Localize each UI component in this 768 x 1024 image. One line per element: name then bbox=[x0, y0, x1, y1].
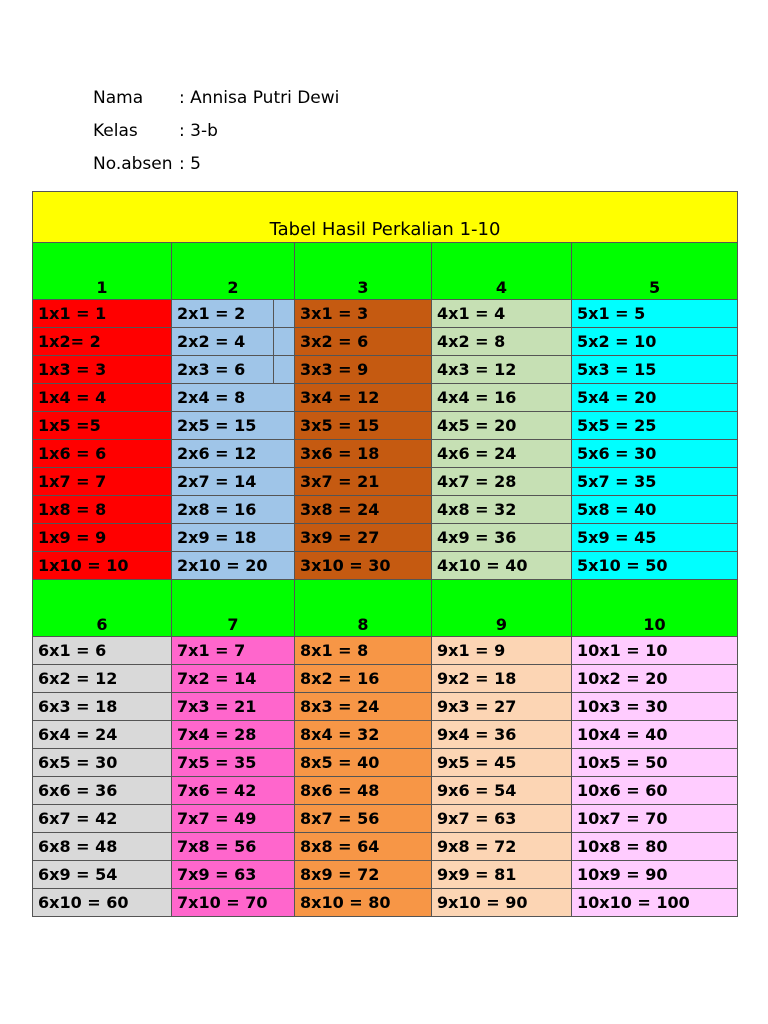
product-text: 4x7 = 28 bbox=[437, 472, 517, 491]
product-cell bbox=[295, 861, 432, 889]
product-text: 6x4 = 24 bbox=[38, 725, 118, 744]
product-cell bbox=[432, 777, 572, 805]
product-text: 10x1 = 10 bbox=[577, 641, 668, 660]
product-cell bbox=[432, 805, 572, 833]
product-cell bbox=[33, 412, 172, 440]
product-cell bbox=[572, 693, 738, 721]
product-cell bbox=[295, 805, 432, 833]
column-header-3: 3 bbox=[295, 243, 432, 300]
header-row bbox=[33, 580, 738, 637]
product-text: 10x5 = 50 bbox=[577, 753, 668, 772]
table-row bbox=[33, 552, 738, 580]
column-header-7: 7 bbox=[172, 580, 295, 637]
product-cell bbox=[295, 637, 432, 665]
product-text: 7x4 = 28 bbox=[177, 725, 257, 744]
product-text: 4x10 = 40 bbox=[437, 556, 528, 575]
product-cell bbox=[572, 440, 738, 468]
product-text: 3x9 = 27 bbox=[300, 528, 380, 547]
table-row bbox=[33, 693, 738, 721]
table-row bbox=[33, 637, 738, 665]
product-cell bbox=[572, 552, 738, 580]
product-cell bbox=[33, 552, 172, 580]
product-text: 2x3 = 6 bbox=[177, 360, 246, 379]
table-row bbox=[33, 356, 738, 384]
product-cell bbox=[432, 328, 572, 356]
product-text: 8x1 = 8 bbox=[300, 641, 369, 660]
product-text: 5x1 = 5 bbox=[577, 304, 646, 323]
product-cell bbox=[33, 693, 172, 721]
product-text: 10x6 = 60 bbox=[577, 781, 668, 800]
product-text: 1x3 = 3 bbox=[38, 360, 107, 379]
table-row bbox=[33, 300, 738, 328]
column-header-9: 9 bbox=[432, 580, 572, 637]
product-text: 10x2 = 20 bbox=[577, 669, 668, 688]
product-cell bbox=[432, 384, 572, 412]
table-row bbox=[33, 833, 738, 861]
product-cell bbox=[33, 328, 172, 356]
product-cell bbox=[295, 665, 432, 693]
product-text: 8x9 = 72 bbox=[300, 865, 380, 884]
product-text: 6x10 = 60 bbox=[38, 893, 129, 912]
product-cell bbox=[295, 777, 432, 805]
product-text: 2x5 = 15 bbox=[177, 416, 257, 435]
table-row bbox=[33, 805, 738, 833]
product-text: 3x7 = 21 bbox=[300, 472, 380, 491]
product-cell bbox=[432, 693, 572, 721]
product-text: 9x7 = 63 bbox=[437, 809, 517, 828]
multiplication-table bbox=[32, 191, 738, 917]
product-text: 6x5 = 30 bbox=[38, 753, 118, 772]
table-row bbox=[33, 468, 738, 496]
product-text: 7x7 = 49 bbox=[177, 809, 257, 828]
product-text: 10x3 = 30 bbox=[577, 697, 668, 716]
product-text: 3x1 = 3 bbox=[300, 304, 369, 323]
product-cell bbox=[295, 552, 432, 580]
product-cell bbox=[432, 440, 572, 468]
product-text: 2x2 = 4 bbox=[177, 332, 246, 351]
table-row bbox=[33, 777, 738, 805]
product-cell bbox=[572, 861, 738, 889]
product-cell bbox=[432, 721, 572, 749]
product-text: 8x2 = 16 bbox=[300, 669, 380, 688]
product-cell bbox=[172, 833, 295, 861]
product-text: 1x7 = 7 bbox=[38, 472, 107, 491]
product-cell bbox=[295, 833, 432, 861]
product-cell bbox=[432, 356, 572, 384]
product-cell bbox=[172, 328, 295, 356]
product-text: 4x6 = 24 bbox=[437, 444, 517, 463]
product-cell bbox=[172, 777, 295, 805]
product-text: 10x8 = 80 bbox=[577, 837, 668, 856]
table-row bbox=[33, 721, 738, 749]
product-text: 6x6 = 36 bbox=[38, 781, 118, 800]
product-cell bbox=[572, 328, 738, 356]
product-cell bbox=[33, 524, 172, 552]
product-text: 5x3 = 15 bbox=[577, 360, 657, 379]
product-cell bbox=[572, 637, 738, 665]
product-cell bbox=[295, 524, 432, 552]
product-text: 3x2 = 6 bbox=[300, 332, 369, 351]
product-cell bbox=[295, 356, 432, 384]
product-cell bbox=[33, 665, 172, 693]
product-cell bbox=[295, 749, 432, 777]
kelas-value: : 3-b bbox=[179, 121, 218, 141]
product-cell bbox=[432, 300, 572, 328]
product-cell bbox=[295, 300, 432, 328]
product-text: 4x9 = 36 bbox=[437, 528, 517, 547]
nama-label: Nama bbox=[93, 88, 144, 108]
product-text: 6x7 = 42 bbox=[38, 809, 118, 828]
product-cell bbox=[432, 552, 572, 580]
product-cell bbox=[432, 637, 572, 665]
product-text: 5x5 = 25 bbox=[577, 416, 657, 435]
product-cell bbox=[432, 889, 572, 917]
product-text: 4x8 = 32 bbox=[437, 500, 517, 519]
product-text: 8x7 = 56 bbox=[300, 809, 380, 828]
product-text: 2x10 = 20 bbox=[177, 556, 268, 575]
product-text: 1x2= 2 bbox=[38, 332, 101, 351]
product-cell bbox=[572, 777, 738, 805]
product-cell bbox=[33, 440, 172, 468]
product-cell bbox=[172, 861, 295, 889]
product-cell bbox=[172, 693, 295, 721]
product-cell bbox=[172, 805, 295, 833]
product-text: 7x8 = 56 bbox=[177, 837, 257, 856]
product-text: 6x3 = 18 bbox=[38, 697, 118, 716]
product-text: 3x3 = 9 bbox=[300, 360, 369, 379]
table-row bbox=[33, 889, 738, 917]
product-cell bbox=[572, 384, 738, 412]
product-cell bbox=[572, 833, 738, 861]
table-row bbox=[33, 665, 738, 693]
product-cell bbox=[572, 889, 738, 917]
product-text: 5x7 = 35 bbox=[577, 472, 657, 491]
column-header-6: 6 bbox=[33, 580, 172, 637]
product-text: 6x1 = 6 bbox=[38, 641, 107, 660]
product-cell bbox=[172, 721, 295, 749]
product-cell bbox=[432, 468, 572, 496]
product-text: 2x8 = 16 bbox=[177, 500, 257, 519]
product-text: 6x9 = 54 bbox=[38, 865, 118, 884]
product-text: 10x10 = 100 bbox=[577, 893, 690, 912]
product-text: 5x9 = 45 bbox=[577, 528, 657, 547]
product-text: 2x9 = 18 bbox=[177, 528, 257, 547]
product-cell bbox=[33, 300, 172, 328]
product-text: 1x1 = 1 bbox=[38, 304, 107, 323]
product-cell bbox=[572, 468, 738, 496]
product-cell bbox=[33, 749, 172, 777]
product-cell bbox=[432, 524, 572, 552]
product-cell bbox=[572, 496, 738, 524]
column-header-4: 4 bbox=[432, 243, 572, 300]
product-text: 8x10 = 80 bbox=[300, 893, 391, 912]
kelas-label: Kelas bbox=[93, 121, 138, 141]
absen-label: No.absen bbox=[93, 154, 173, 174]
column-header-5: 5 bbox=[572, 243, 738, 300]
product-text: 7x1 = 7 bbox=[177, 641, 246, 660]
product-cell bbox=[33, 777, 172, 805]
product-text: 2x7 = 14 bbox=[177, 472, 257, 491]
cell-divider bbox=[273, 328, 274, 355]
column-header-10: 10 bbox=[572, 580, 738, 637]
table-row bbox=[33, 861, 738, 889]
product-text: 5x2 = 10 bbox=[577, 332, 657, 351]
product-text: 8x5 = 40 bbox=[300, 753, 380, 772]
product-cell bbox=[172, 637, 295, 665]
product-text: 8x8 = 64 bbox=[300, 837, 380, 856]
column-header-2: 2 bbox=[172, 243, 295, 300]
table-row bbox=[33, 384, 738, 412]
table-row bbox=[33, 524, 738, 552]
product-cell bbox=[295, 468, 432, 496]
product-text: 2x1 = 2 bbox=[177, 304, 246, 323]
product-cell bbox=[295, 496, 432, 524]
product-text: 6x8 = 48 bbox=[38, 837, 118, 856]
product-text: 5x10 = 50 bbox=[577, 556, 668, 575]
product-cell bbox=[432, 833, 572, 861]
product-text: 3x6 = 18 bbox=[300, 444, 380, 463]
product-text: 9x8 = 72 bbox=[437, 837, 517, 856]
product-cell bbox=[432, 412, 572, 440]
product-cell bbox=[172, 412, 295, 440]
product-cell bbox=[572, 412, 738, 440]
nama-value: : Annisa Putri Dewi bbox=[179, 88, 340, 108]
product-text: 1x4 = 4 bbox=[38, 388, 107, 407]
product-cell bbox=[432, 861, 572, 889]
product-text: 8x6 = 48 bbox=[300, 781, 380, 800]
product-cell bbox=[432, 665, 572, 693]
product-text: 5x8 = 40 bbox=[577, 500, 657, 519]
product-cell bbox=[172, 440, 295, 468]
product-cell bbox=[572, 356, 738, 384]
product-cell bbox=[172, 665, 295, 693]
product-text: 1x9 = 9 bbox=[38, 528, 107, 547]
header-row bbox=[33, 243, 738, 300]
table-row bbox=[33, 496, 738, 524]
product-cell bbox=[33, 833, 172, 861]
product-text: 1x10 = 10 bbox=[38, 556, 129, 575]
product-cell bbox=[33, 889, 172, 917]
product-text: 4x1 = 4 bbox=[437, 304, 506, 323]
product-text: 7x3 = 21 bbox=[177, 697, 257, 716]
table-title: Tabel Hasil Perkalian 1-10 bbox=[33, 192, 738, 243]
product-text: 8x3 = 24 bbox=[300, 697, 380, 716]
product-text: 7x10 = 70 bbox=[177, 893, 268, 912]
product-cell bbox=[172, 552, 295, 580]
product-cell bbox=[295, 721, 432, 749]
product-cell bbox=[172, 749, 295, 777]
product-cell bbox=[572, 300, 738, 328]
product-text: 2x4 = 8 bbox=[177, 388, 246, 407]
product-text: 9x9 = 81 bbox=[437, 865, 517, 884]
product-cell bbox=[572, 805, 738, 833]
product-text: 9x5 = 45 bbox=[437, 753, 517, 772]
product-text: 3x10 = 30 bbox=[300, 556, 391, 575]
product-text: 5x6 = 30 bbox=[577, 444, 657, 463]
product-cell bbox=[33, 468, 172, 496]
product-text: 9x2 = 18 bbox=[437, 669, 517, 688]
product-cell bbox=[572, 665, 738, 693]
product-text: 4x4 = 16 bbox=[437, 388, 517, 407]
product-text: 7x9 = 63 bbox=[177, 865, 257, 884]
product-text: 1x5 =5 bbox=[38, 416, 101, 435]
column-header-1: 1 bbox=[33, 243, 172, 300]
product-cell bbox=[172, 384, 295, 412]
product-cell bbox=[295, 693, 432, 721]
table-row bbox=[33, 749, 738, 777]
product-cell bbox=[172, 356, 295, 384]
table-row bbox=[33, 440, 738, 468]
product-text: 10x7 = 70 bbox=[577, 809, 668, 828]
product-text: 1x8 = 8 bbox=[38, 500, 107, 519]
product-text: 3x8 = 24 bbox=[300, 500, 380, 519]
product-cell bbox=[295, 412, 432, 440]
product-cell bbox=[432, 749, 572, 777]
product-text: 3x4 = 12 bbox=[300, 388, 380, 407]
product-text: 10x9 = 90 bbox=[577, 865, 668, 884]
product-text: 10x4 = 40 bbox=[577, 725, 668, 744]
product-cell bbox=[432, 496, 572, 524]
product-cell bbox=[172, 468, 295, 496]
product-text: 8x4 = 32 bbox=[300, 725, 380, 744]
product-cell bbox=[33, 496, 172, 524]
product-text: 2x6 = 12 bbox=[177, 444, 257, 463]
cell-divider bbox=[273, 300, 274, 327]
product-text: 4x3 = 12 bbox=[437, 360, 517, 379]
product-text: 6x2 = 12 bbox=[38, 669, 118, 688]
product-cell bbox=[172, 496, 295, 524]
product-text: 1x6 = 6 bbox=[38, 444, 107, 463]
product-cell bbox=[572, 749, 738, 777]
product-text: 7x6 = 42 bbox=[177, 781, 257, 800]
product-cell bbox=[33, 805, 172, 833]
product-text: 5x4 = 20 bbox=[577, 388, 657, 407]
column-header-8: 8 bbox=[295, 580, 432, 637]
cell-divider bbox=[273, 356, 274, 383]
product-text: 9x6 = 54 bbox=[437, 781, 517, 800]
product-cell bbox=[172, 524, 295, 552]
table-row bbox=[33, 328, 738, 356]
product-text: 4x2 = 8 bbox=[437, 332, 506, 351]
product-text: 7x2 = 14 bbox=[177, 669, 257, 688]
product-cell bbox=[172, 300, 295, 328]
product-cell bbox=[295, 440, 432, 468]
product-cell bbox=[172, 889, 295, 917]
product-text: 9x10 = 90 bbox=[437, 893, 528, 912]
absen-value: : 5 bbox=[179, 154, 201, 174]
product-cell bbox=[33, 637, 172, 665]
product-text: 7x5 = 35 bbox=[177, 753, 257, 772]
product-text: 3x5 = 15 bbox=[300, 416, 380, 435]
product-cell bbox=[33, 721, 172, 749]
product-cell bbox=[572, 524, 738, 552]
product-text: 9x1 = 9 bbox=[437, 641, 506, 660]
table-row bbox=[33, 412, 738, 440]
product-text: 4x5 = 20 bbox=[437, 416, 517, 435]
product-cell bbox=[33, 861, 172, 889]
product-cell bbox=[33, 384, 172, 412]
product-cell bbox=[295, 889, 432, 917]
product-cell bbox=[295, 384, 432, 412]
product-cell bbox=[33, 356, 172, 384]
product-text: 9x4 = 36 bbox=[437, 725, 517, 744]
product-cell bbox=[295, 328, 432, 356]
product-text: 9x3 = 27 bbox=[437, 697, 517, 716]
product-cell bbox=[572, 721, 738, 749]
